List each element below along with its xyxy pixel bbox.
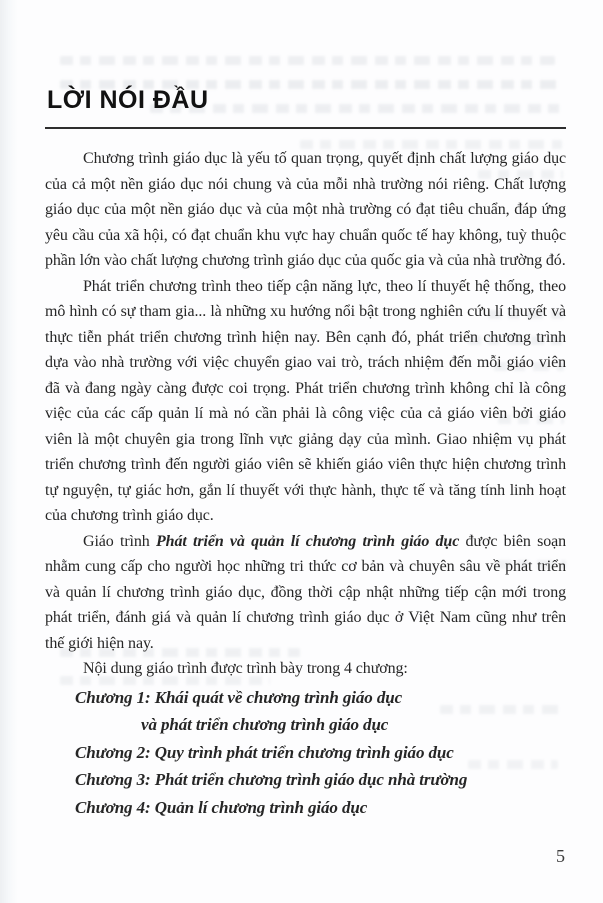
- title-underline: [45, 127, 566, 129]
- paragraph-1: Chương trình giáo dục là yếu tố quan trọng, quyết định chất lượng giáo dục của cả một nền giáo dục nói chung và của mỗi nhà trường nói riêng. Chất lượng giáo dục của một nền giáo dục và của một nhà trường có đạt tiêu chuẩn, đáp ứng yêu cầu của xã hội, có đạt chuẩn khu vực hay chuẩn quốc tế hay không, tuỳ thuộc phần lớn vào chất lượng chương trình giáo dục của quốc gia và của nhà trường đó.: [45, 150, 566, 269]
- book-title-emphasis: Phát triển và quản lí chương trình giáo dục: [156, 532, 460, 550]
- paragraph-4: Nội dung giáo trình được trình bày trong 4 chương:: [83, 660, 408, 677]
- page-number: 5: [556, 846, 565, 866]
- paragraph-3-suffix: được biên soạn nhằm cung cấp cho người học những tri thức cơ bản và chuyên sâu về phát triển và quản lí chương trình giáo dục, đồng thời cập nhật những tiếp cận mới trong phát triển, đánh giá và quản lí chương trình giáo dục ở Việt Nam cũng như trên thế giới hiện nay.: [45, 532, 566, 652]
- paragraph-3-prefix: Giáo trình: [83, 532, 156, 550]
- chapter-list-item: Chương 2: Quy trình phát triển chương trình giáo dục: [75, 742, 454, 762]
- bleedthrough-artifact: [60, 56, 555, 65]
- chapter-list: [45, 684, 566, 822]
- paragraph-3: [45, 529, 566, 657]
- body-text: [45, 146, 566, 821]
- paragraph-2: Phát triển chương trình theo tiếp cận năng lực, theo lí thuyết hệ thống, theo mô hình có sự tham gia... là những xu hướng nổi bật trong nghiên cứu lí thuyết và thực tiễn phát triển chương trình hiện nay. Bên cạnh đó, phát triển chương trình dựa vào nhà trường với việc chuyển giao vai trò, trách nhiệm đến mỗi giáo viên đã và đang ngày càng được coi trọng. Phát triển chương trình không chỉ là công việc của các cấp quản lí mà nó cần phải là công việc của cả giáo viên bởi giáo viên là một chuyên gia trong lĩnh vực giảng dạy của mình. Giao nhiệm vụ phát triển chương trình đến người giáo viên sẽ khiến giáo viên thực hiện chương trình tự nguyện, tự giác hơn, gắn lí thuyết với thực hành, thực tế và tăng tính linh hoạt của chương trình giáo dục.: [45, 277, 566, 524]
- chapter-list-item-continuation: và phát triển chương trình giáo dục: [141, 715, 389, 735]
- page-title: LỜI NÓI ĐẦU: [47, 86, 209, 114]
- chapter-list-item: Chương 1: Khái quát về chương trình giáo dục: [75, 687, 403, 707]
- bleedthrough-artifact: [150, 104, 560, 113]
- chapter-list-item: Chương 4: Quản lí chương trình giáo dục: [75, 797, 368, 817]
- chapter-list-item: Chương 3: Phát triển chương trình giáo dục nhà trường: [75, 770, 468, 790]
